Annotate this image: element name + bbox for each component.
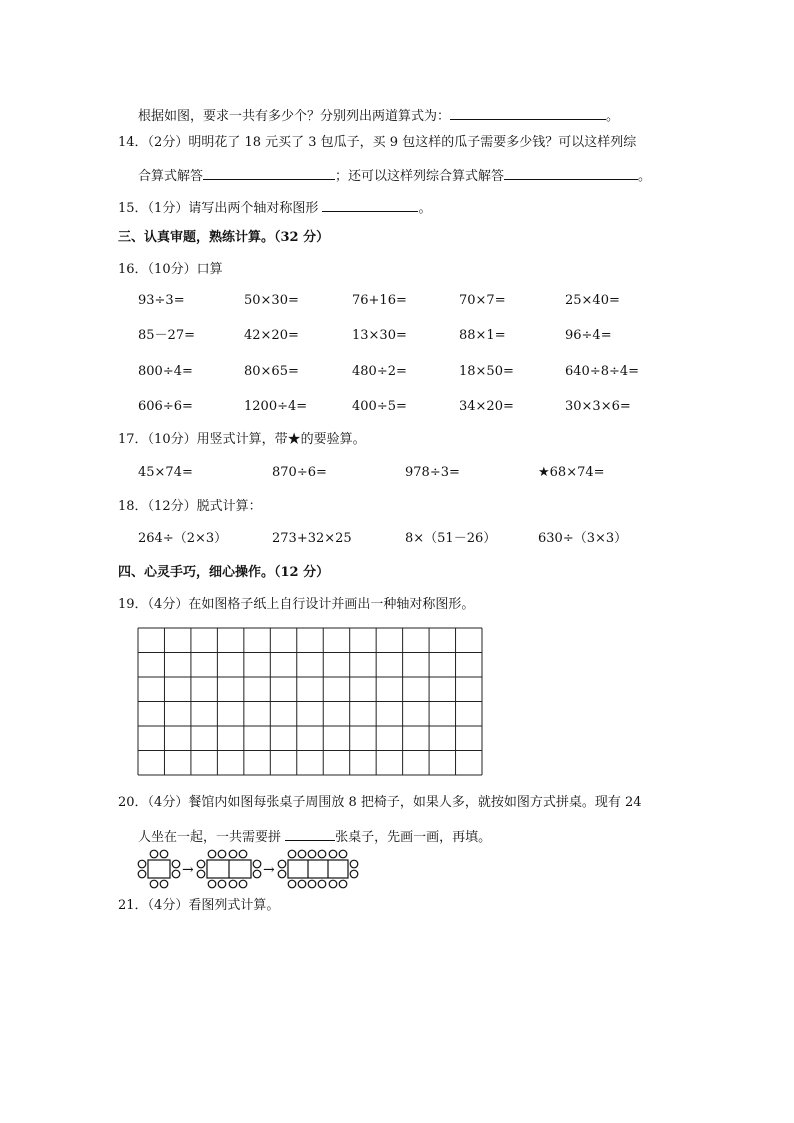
- q14-text-a: 合算式解答: [138, 169, 204, 184]
- q18-title: 18．（12分）脱式计算：: [118, 499, 262, 514]
- three-tables: [278, 850, 358, 888]
- mental-calc-item: 606÷6=: [138, 399, 193, 414]
- vertical-calc-item: 978÷3=: [405, 465, 460, 480]
- section4-title: 四、心灵手巧，细心操作。（12 分）: [118, 565, 330, 580]
- mental-calc-item: 480÷2=: [352, 364, 407, 379]
- q14-text-c: 。: [638, 169, 652, 184]
- table-arrangement-figure: [136, 849, 362, 889]
- mental-calc-item: 42×20=: [244, 328, 299, 343]
- q17-title: 17．（10分）用竖式计算，带★的要验算。: [118, 432, 366, 447]
- q14-text-b: ；还可以这样列综合算式解答: [335, 169, 505, 184]
- vertical-calc-item: 870÷6=: [272, 465, 327, 480]
- mental-calc-item: 88×1=: [459, 328, 506, 343]
- mental-calc-item: 96÷4=: [565, 328, 612, 343]
- q15-answer-blank[interactable]: [322, 197, 418, 212]
- mental-calc-item: 1200÷4=: [244, 399, 308, 414]
- stepwise-calc-item: 8×（51－26）: [405, 531, 497, 546]
- q21-title: 21．（4分）看图列式计算。: [118, 898, 280, 913]
- q15-line: [118, 197, 431, 218]
- q15-text: 15．（1分）请写出两个轴对称图形: [118, 201, 319, 216]
- q20-text-a: 人坐在一起，一共需要拼: [138, 830, 286, 845]
- q20-answer-blank[interactable]: [285, 826, 335, 841]
- mental-calc-item: 34×20=: [459, 399, 514, 414]
- q20-text-b: 张桌子，先画一画，再填。: [335, 830, 492, 845]
- q13-answer-blank[interactable]: [450, 105, 606, 120]
- stepwise-calc-item: 630÷（3×3）: [538, 531, 628, 546]
- mental-calc-item: 640÷8÷4=: [565, 364, 640, 379]
- q14-line1: 14．（2分）明明花了 18 元买了 3 包瓜子，买 9 包这样的瓜子需要多少钱？可以这样列综: [118, 135, 637, 150]
- q14-answer-blank-1[interactable]: [203, 165, 335, 180]
- mental-calc-item: 800÷4=: [138, 364, 193, 379]
- q13-end: 。: [606, 109, 620, 124]
- q19-title: 19．（4分）在如图格子纸上自行设计并画出一种轴对称图形。: [118, 597, 475, 612]
- mental-calc-item: 85－27=: [138, 328, 195, 343]
- vertical-calc-item: 45×74=: [138, 465, 193, 480]
- q15-end: 。: [418, 201, 432, 216]
- q13-text: 根据如图，要求一共有多少个？分别列出两道算式为：: [138, 109, 451, 124]
- mental-calc-item: 93÷3=: [138, 293, 185, 308]
- q14-answer-blank-2[interactable]: [504, 165, 638, 180]
- grid-paper[interactable]: [137, 627, 483, 776]
- vertical-calc-item: ★68×74=: [538, 465, 605, 480]
- q16-title: 16．（10分）口算: [118, 262, 223, 277]
- single-table: [138, 850, 180, 888]
- q20-line2: [138, 826, 491, 847]
- stepwise-calc-item: 264÷（2×3）: [138, 531, 228, 546]
- mental-calc-item: 400÷5=: [352, 399, 407, 414]
- arrow-icon: →: [182, 862, 194, 878]
- section3-title: 三、认真审题，熟练计算。（32 分）: [118, 230, 330, 245]
- q20-line1: 20．（4分）餐馆内如图每张桌子周围放 8 把椅子，如果人多，就按如图方式拼桌。现有 24: [118, 795, 642, 810]
- q14-line2: [138, 165, 651, 186]
- mental-calc-item: 25×40=: [565, 293, 620, 308]
- mental-calc-item: 76+16=: [352, 293, 407, 308]
- arrow-icon: →: [263, 862, 275, 878]
- mental-calc-item: 70×7=: [459, 293, 506, 308]
- mental-calc-item: 13×30=: [352, 328, 407, 343]
- mental-calc-item: 18×50=: [459, 364, 514, 379]
- q13-line: [138, 105, 619, 126]
- mental-calc-item: 30×3×6=: [565, 399, 631, 414]
- two-tables: [197, 850, 261, 888]
- mental-calc-item: 80×65=: [244, 364, 299, 379]
- mental-calc-item: 50×30=: [244, 293, 299, 308]
- stepwise-calc-item: 273+32×25: [272, 531, 352, 546]
